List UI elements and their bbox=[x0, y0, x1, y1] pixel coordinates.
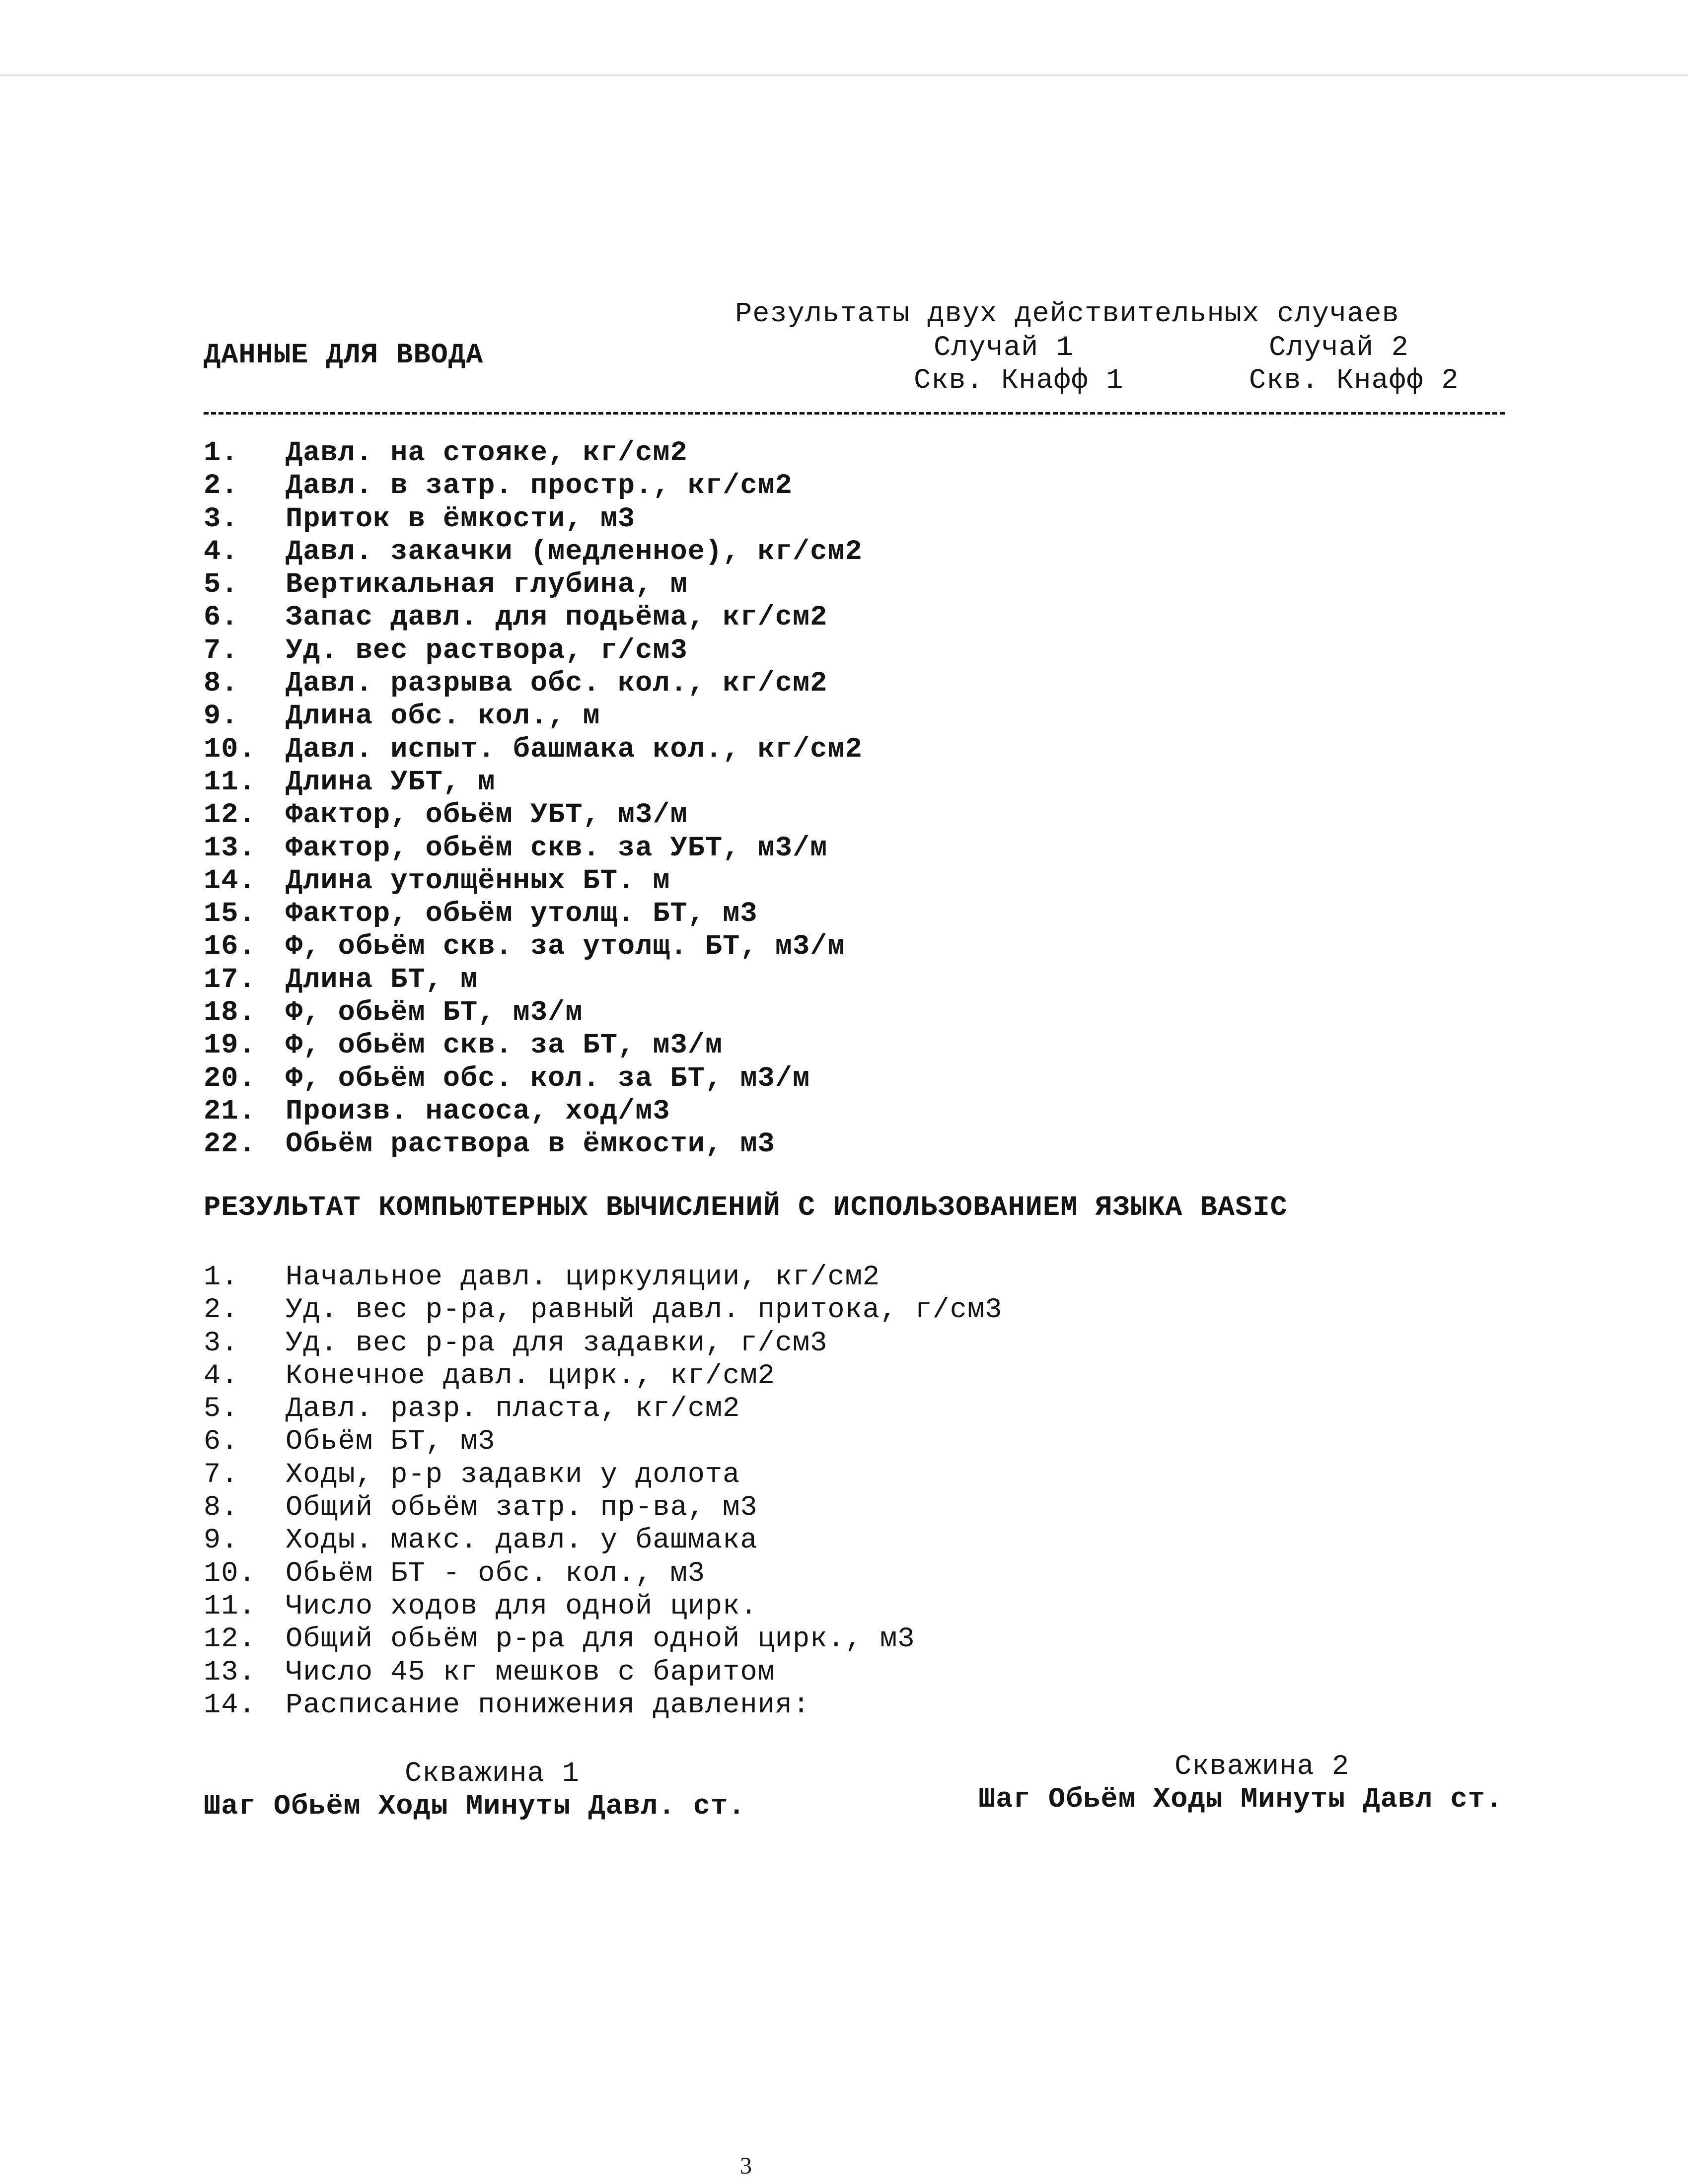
list-item bbox=[204, 700, 863, 733]
item-number: 18. bbox=[204, 997, 256, 1029]
item-text: Число ходов для одной цирк. bbox=[286, 1590, 758, 1622]
item-text: Ходы, р-р задавки у долота bbox=[286, 1459, 740, 1491]
item-number: 13. bbox=[204, 832, 256, 864]
item-number: 8. bbox=[204, 668, 239, 700]
list-item bbox=[204, 996, 863, 1029]
item-number: 14. bbox=[204, 865, 256, 897]
item-text: Ф, обьём скв. за утолщ. БТ, м3/м bbox=[286, 931, 845, 963]
list-item bbox=[204, 1425, 1002, 1458]
list-item bbox=[204, 503, 863, 536]
item-text: Давл. разрыва обс. кол., кг/см2 bbox=[286, 668, 828, 700]
item-text: Приток в ёмкости, м3 bbox=[286, 503, 636, 535]
item-text: Давл. на стояке, кг/см2 bbox=[286, 437, 688, 469]
item-text: Ф, обьём БТ, м3/м bbox=[286, 997, 583, 1029]
list-item bbox=[204, 832, 863, 865]
item-text: Число 45 кг мешков с баритом bbox=[286, 1656, 775, 1689]
list-item bbox=[204, 865, 863, 898]
item-text: Длина УБТ, м bbox=[286, 766, 496, 798]
item-number: 12. bbox=[204, 799, 256, 832]
item-number: 10. bbox=[204, 1557, 256, 1590]
list-item bbox=[204, 1062, 863, 1095]
scan-top-edge bbox=[0, 74, 1688, 76]
item-number: 1. bbox=[204, 1262, 239, 1293]
list-item bbox=[204, 1656, 1002, 1689]
list-item bbox=[204, 667, 863, 700]
item-text: Уд. вес р-ра, равный давл. притока, г/см3 bbox=[286, 1294, 1003, 1327]
item-text: Фактор, обьём УБТ, м3/м bbox=[286, 799, 688, 832]
list-item bbox=[204, 1689, 1002, 1722]
item-number: 13. bbox=[204, 1656, 256, 1689]
item-text: Запас давл. для подьёма, кг/см2 bbox=[286, 602, 828, 634]
item-text: Конечное давл. цирк., кг/см2 bbox=[286, 1360, 775, 1392]
item-text: Общий обьём затр. пр-ва, м3 bbox=[286, 1492, 758, 1524]
list-item bbox=[204, 1557, 1002, 1590]
list-item bbox=[204, 898, 863, 930]
item-number: 19. bbox=[204, 1030, 256, 1062]
item-text: Длина БТ, м bbox=[286, 964, 478, 996]
list-item bbox=[204, 1590, 1002, 1623]
item-text: Давл. разр. пласта, кг/см2 bbox=[286, 1393, 740, 1425]
well-1-title: Скважина 1 bbox=[405, 1758, 580, 1790]
list-item bbox=[204, 1524, 1002, 1557]
results-title: РЕЗУЛЬТАТ КОМПЬЮТЕРНЫХ ВЫЧИСЛЕНИЙ С ИСПОЛЬЗОВАНИЕМ ЯЗЫКА BASIC bbox=[204, 1192, 1288, 1224]
item-number: 2. bbox=[204, 470, 239, 502]
item-text: Вертикальная глубина, м bbox=[286, 569, 688, 601]
results-header-title: Результаты двух действительных случаев bbox=[735, 298, 1399, 330]
list-item bbox=[204, 766, 863, 799]
item-number: 5. bbox=[204, 1393, 239, 1425]
list-item bbox=[204, 930, 863, 963]
item-text: Фактор, обьём скв. за УБТ, м3/м bbox=[286, 832, 828, 864]
list-item bbox=[204, 1294, 1002, 1327]
list-item bbox=[204, 733, 863, 766]
list-item bbox=[204, 1393, 1002, 1425]
item-text: Обьём раствора в ёмкости, м3 bbox=[286, 1128, 775, 1161]
case-1-well: Скв. Кнафф 1 bbox=[914, 365, 1124, 397]
list-item bbox=[204, 964, 863, 996]
case-1-label: Случай 1 bbox=[934, 332, 1074, 364]
item-number: 10. bbox=[204, 733, 256, 766]
item-text: Ф, обьём скв. за БТ, м3/м bbox=[286, 1030, 723, 1062]
list-item bbox=[204, 1623, 1002, 1656]
item-number: 17. bbox=[204, 964, 256, 996]
item-text: Уд. вес р-ра для задавки, г/см3 bbox=[286, 1327, 828, 1359]
item-number: 7. bbox=[204, 1459, 239, 1491]
item-text: Обьём БТ - обс. кол., м3 bbox=[286, 1557, 705, 1590]
list-item bbox=[204, 1491, 1002, 1524]
item-text: Длина утолщённых БТ. м bbox=[286, 865, 670, 897]
well-1-columns: Шаг Обьём Ходы Минуты Давл. ст. bbox=[204, 1791, 746, 1823]
item-number: 22. bbox=[204, 1128, 256, 1161]
item-text: Обьём БТ, м3 bbox=[286, 1426, 496, 1458]
item-number: 1. bbox=[204, 437, 239, 469]
item-number: 11. bbox=[204, 1590, 256, 1622]
item-text: Фактор, обьём утолщ. БТ, м3 bbox=[286, 898, 758, 930]
item-number: 11. bbox=[204, 766, 256, 798]
results-list bbox=[204, 1261, 1002, 1722]
list-item bbox=[204, 634, 863, 667]
list-item bbox=[204, 799, 863, 832]
item-text: Ходы. макс. давл. у башмака bbox=[286, 1525, 758, 1557]
item-text: Давл. испыт. башмака кол., кг/см2 bbox=[286, 733, 863, 766]
item-number: 15. bbox=[204, 898, 256, 930]
list-item bbox=[204, 1128, 863, 1161]
item-number: 2. bbox=[204, 1294, 239, 1327]
page-number: 3 bbox=[740, 2153, 752, 2179]
case-2-label: Случай 2 bbox=[1269, 332, 1409, 364]
item-text: Ф, обьём обс. кол. за БТ, м3/м bbox=[286, 1062, 810, 1095]
item-text: Давл. в затр. простр., кг/см2 bbox=[286, 470, 793, 502]
item-number: 9. bbox=[204, 1525, 239, 1557]
input-data-title: ДАННЫЕ ДЛЯ ВВОДА bbox=[204, 340, 484, 371]
list-item bbox=[204, 470, 863, 502]
list-item bbox=[204, 1327, 1002, 1360]
item-number: 3. bbox=[204, 1327, 239, 1359]
list-item bbox=[204, 437, 863, 470]
item-text: Уд. вес раствора, г/см3 bbox=[286, 634, 688, 667]
list-item bbox=[204, 536, 863, 568]
item-text: Давл. закачки (медленное), кг/см2 bbox=[286, 536, 863, 568]
case-2-well: Скв. Кнафф 2 bbox=[1249, 365, 1459, 397]
list-item bbox=[204, 1261, 1002, 1294]
well-2-title: Скважина 2 bbox=[1174, 1751, 1350, 1783]
item-number: 4. bbox=[204, 536, 239, 568]
item-number: 14. bbox=[204, 1689, 256, 1721]
item-number: 16. bbox=[204, 931, 256, 963]
list-item bbox=[204, 1360, 1002, 1393]
item-number: 5. bbox=[204, 569, 239, 601]
list-item bbox=[204, 601, 863, 634]
item-number: 9. bbox=[204, 701, 239, 733]
item-text: Начальное давл. циркуляции, кг/см2 bbox=[286, 1262, 880, 1293]
item-number: 21. bbox=[204, 1095, 256, 1127]
item-number: 20. bbox=[204, 1062, 256, 1095]
list-item bbox=[204, 568, 863, 601]
list-item bbox=[204, 1459, 1002, 1491]
list-item bbox=[204, 1029, 863, 1062]
input-data-list bbox=[204, 437, 863, 1161]
item-number: 4. bbox=[204, 1360, 239, 1392]
item-text: Расписание понижения давления: bbox=[286, 1689, 810, 1721]
dashed-divider bbox=[204, 412, 1505, 415]
item-number: 3. bbox=[204, 503, 239, 535]
item-number: 7. bbox=[204, 634, 239, 667]
item-number: 6. bbox=[204, 602, 239, 634]
item-text: Длина обс. кол., м bbox=[286, 701, 600, 733]
item-number: 12. bbox=[204, 1623, 256, 1656]
item-text: Общий обьём р-ра для одной цирк., м3 bbox=[286, 1623, 915, 1656]
well-2-columns: Шаг Обьём Ходы Минуты Давл ст. bbox=[978, 1784, 1503, 1816]
item-number: 6. bbox=[204, 1426, 239, 1458]
item-text: Произв. насоса, ход/м3 bbox=[286, 1095, 670, 1127]
list-item bbox=[204, 1095, 863, 1128]
item-number: 8. bbox=[204, 1492, 239, 1524]
